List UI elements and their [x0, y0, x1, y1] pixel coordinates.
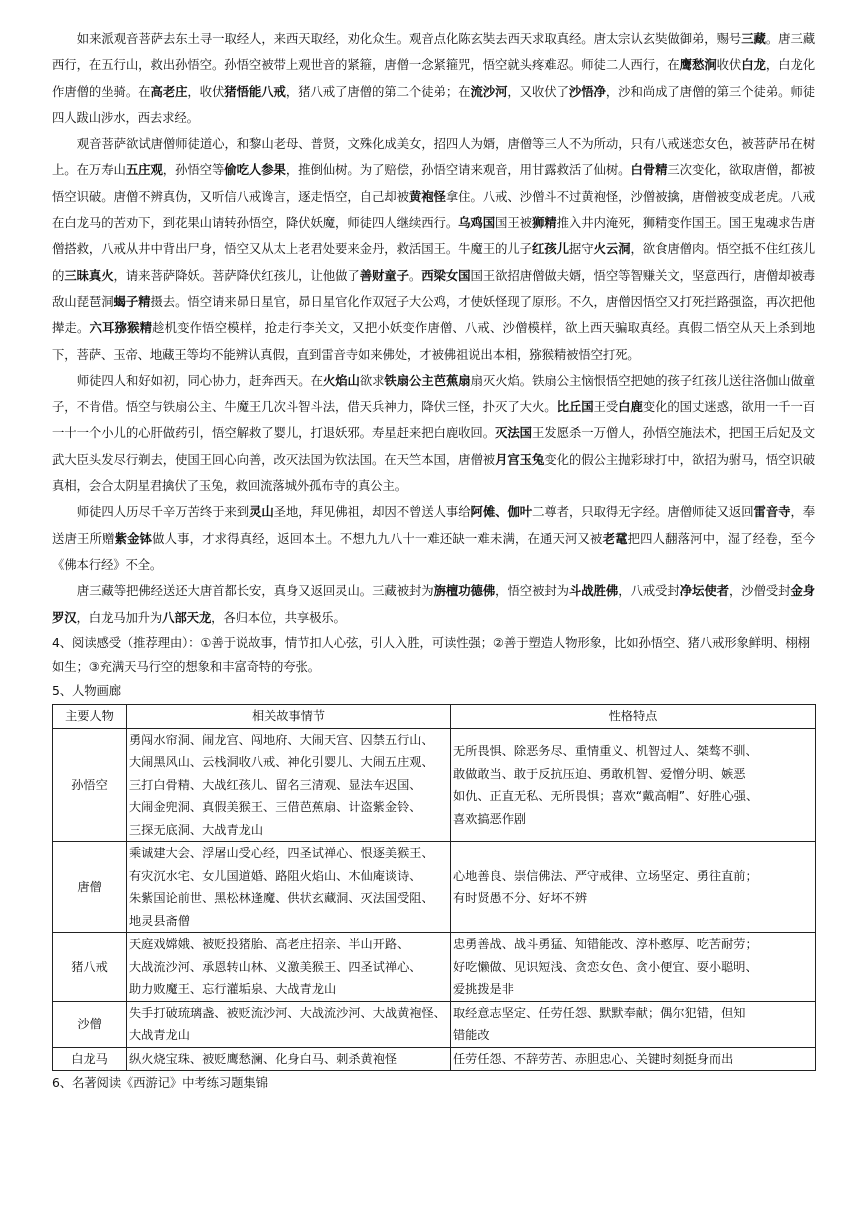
traits-line: 如仇、正直无私、无所畏惧；喜欢“戴高帽”、好胜心强、 — [453, 789, 759, 804]
paragraph-text: ，各归本位，共享极乐。 — [211, 609, 346, 625]
story-summary — [52, 26, 815, 631]
paragraph-text: 如来派观音菩萨去东土寻一取经人，来西天取经，劝化众生。观音点化陈玄奘去西天求取真经。唐太宗认玄奘做御弟，赐号 — [76, 31, 742, 46]
paragraph-text: 唐三藏等把佛经送还大唐首都长安，真身又返回灵山。三藏被封为 — [76, 583, 434, 599]
paragraph-text: 圣地，拜见佛祖，却因不曾送人事给 — [273, 504, 471, 520]
traits-line: 无所畏惧、除恶务尽、重情重义、机智过人、桀骜不驯、 — [453, 744, 758, 759]
plot-cell — [127, 728, 451, 842]
paragraph-text: ，白龙马加升为 — [76, 609, 163, 625]
traits-line: 喜欢搞恶作剧 — [453, 811, 527, 826]
plot-line: 地灵县斋僧 — [129, 913, 190, 928]
traits-line: 忠勇善战、战斗勇猛、知错能改、淳朴憨厚、吃苦耐劳； — [453, 937, 758, 952]
paragraph-text: ，猪八戒了唐僧的第二个徒弟；在 — [285, 83, 471, 99]
story-paragraph — [52, 368, 815, 499]
key-term: 乌鸡国 — [458, 215, 496, 231]
header-cell-traits: 性格特点 — [451, 704, 816, 728]
key-term: 旃檀功德佛 — [433, 583, 496, 599]
key-term: 高老庄 — [150, 83, 188, 99]
paragraph-text: 趁机变作悟空模样，抢走行李关文，又把小妖变作唐僧、八戒、沙僧模样，欲上西天骗取真经。真假二悟空从天上杀到地下，菩萨、玉帝、地藏王等均不能辨认真假，直到雷音寺如来佛处，才被佛祖说出本相，猕猴精被悟空打死。 — [52, 320, 815, 362]
traits-cell — [451, 933, 816, 1002]
paragraph-text: 二尊者，只取得无字经。唐僧师徒又返回 — [532, 504, 754, 520]
traits-line: 取经意志坚定、任劳任怨、默默奉献；偶尔犯错，但知 — [453, 1005, 746, 1020]
key-term: 三藏 — [741, 31, 766, 46]
character-name-cell: 唐僧 — [53, 842, 127, 933]
key-term: 偷吃人参果 — [224, 162, 286, 178]
paragraph-text: 变化的假公主抛彩球打中，欲招为驸马，悟空识破真相，会合太阴星君擒伏了玉兔，救回流落城外孤布寺的真公主。 — [52, 451, 815, 494]
section-heading-exercises: 6、名著阅读《西游记》中考练习题集锦 — [52, 1075, 268, 1091]
table-row — [53, 1001, 816, 1047]
plot-line: 天庭戏嫦娥、被贬投猪胎、高老庄招亲、半山开路、 — [129, 937, 410, 952]
key-term: 白龙 — [741, 57, 766, 73]
plot-line: 大闹金兜洞、真假美猴王、三借芭蕉扇、计盗紫金铃、 — [129, 800, 422, 815]
key-term: 紫金钵 — [114, 530, 153, 546]
key-term: 蝎子精 — [113, 293, 151, 309]
paragraph-text: 做人事，才求得真经，返回本土。不想九九八十一难还缺一难未满，在通天河又被 — [152, 530, 603, 546]
header-cell-character: 主要人物 — [53, 704, 127, 728]
paragraph-text: ，推倒仙树。为了赔偿，孙悟空请来观音，用甘露救活了仙树。 — [285, 162, 631, 178]
section-heading-character-gallery: 5、人物画廊 — [52, 682, 121, 698]
paragraph-text: 王发愿杀一万僧人，孙悟空施法术，把国王后妃及文武大臣头发尽行剃去，使国王回心向善，改灭法国为钦法国。在天竺本国，唐僧被 — [52, 425, 815, 467]
traits-line: 错能改 — [453, 1028, 490, 1043]
key-term: 阿傩、伽叶 — [470, 504, 533, 520]
traits-cell — [451, 1001, 816, 1047]
traits-line: 心地善良、崇信佛法、严守戒律、立场坚定、勇往直前； — [453, 868, 758, 883]
key-term: 流沙河 — [470, 83, 508, 99]
key-term: 狮精 — [531, 215, 557, 231]
character-name-cell: 孙悟空 — [53, 728, 127, 842]
paragraph-text: ，又收伏了 — [507, 83, 569, 99]
key-term: 善财童子 — [359, 267, 409, 283]
key-term: 西梁女国 — [421, 267, 471, 283]
paragraph-text: ，奉送唐王所赠 — [52, 504, 815, 546]
paragraph-text: 观音菩萨欲试唐僧师徒道心，和黎山老母、普贤，文殊化成美女，招四人为婿，唐僧等三人不为所动，只有八戒迷恋女色，被菩萨吊在树上。在万寿山 — [52, 136, 815, 178]
traits-line: 有时贤愚不分、好坏不辨 — [453, 891, 588, 906]
paragraph-text: ，白龙化作唐僧的坐骑。在 — [52, 57, 815, 99]
paragraph-text: 王受 — [593, 399, 619, 415]
document-page — [52, 26, 815, 1095]
key-term: 月宫玉兔 — [495, 451, 545, 467]
table-row — [53, 1047, 816, 1071]
key-term: 五庄观 — [125, 162, 163, 178]
plot-line: 勇闯水帘洞、闹龙宫、闯地府、大闹天宫、囚禁五行山、 — [129, 732, 434, 747]
key-term: 比丘国 — [556, 399, 594, 415]
paragraph-text: ，收伏 — [187, 83, 225, 99]
paragraph-text: ，孙悟空等 — [162, 162, 225, 178]
plot-line: 失手打破琉璃盏、被贬流沙河、大战流沙河、大战黄袍怪、 — [129, 1005, 446, 1020]
table-header-row — [53, 704, 816, 728]
key-term: 八部天龙 — [162, 609, 212, 625]
key-term: 灵山 — [249, 504, 274, 520]
paragraph-text: ，沙和尚成了唐僧的第三个徒弟。师徒四人跋山涉水，西去求经。 — [52, 83, 815, 125]
key-term: 净坛使者 — [679, 583, 729, 599]
key-term: 铁扇公主芭蕉扇 — [384, 372, 471, 388]
paragraph-text: ，请来菩萨降妖。菩萨降伏红孩儿，让他做了 — [113, 267, 360, 283]
key-term: 黄袍怪 — [408, 188, 446, 204]
paragraph-text: ，悟空被封为 — [495, 583, 569, 599]
key-term: 沙悟净 — [568, 83, 606, 99]
story-paragraph — [52, 131, 815, 368]
key-term: 三昧真火 — [64, 267, 114, 283]
key-term: 鹰愁涧 — [679, 57, 717, 73]
character-name-cell: 白龙马 — [53, 1047, 127, 1071]
reading-feeling: 4、阅读感受（推荐理由）：①善于说故事，情节扣人心弦，引人入胜，可读性强；②善于塑造人物形象，比如孙悟空、猪八戒形象鲜明、栩栩如生；③充满天马行空的想象和丰富奇特的夸张。 — [52, 634, 810, 674]
paragraph-text: 国王被 — [495, 215, 532, 231]
story-paragraph — [52, 578, 815, 631]
table-row — [53, 933, 816, 1002]
key-term: 六耳猕猴精 — [89, 320, 153, 336]
traits-line: 任劳任怨、不辞劳苦、赤胆忠心、关键时刻挺身而出 — [453, 1051, 734, 1066]
key-term: 猪悟能八戒 — [224, 83, 286, 99]
paragraph-text: 师徒四人和好如初，同心协力，赶奔西天。在 — [76, 372, 323, 388]
paragraph-text: 变化的国丈迷惑，欲用一千一百一十一个小儿的心肝做药引，悟空解救了婴儿，打退妖邪。寿星赶来把白鹿收回。 — [52, 399, 815, 441]
key-term: 火云洞 — [593, 241, 631, 257]
key-term: 金身罗汉 — [52, 583, 816, 625]
paragraph-text: 。 — [408, 267, 422, 283]
paragraph-text: 三次变化，欲取唐僧，都被悟空识破。唐僧不辨真伪，又听信八戒谗言，逐走悟空，自己却被 — [52, 162, 815, 204]
plot-line: 三打白骨精、大战红孩儿、留名三清观、显法车迟国、 — [129, 777, 422, 792]
plot-line: 大闹黑风山、云栈洞收八戒、神化引婴儿、大闹五庄观、 — [129, 755, 434, 770]
story-paragraph — [52, 26, 815, 131]
paragraph-text: 国王欲招唐僧做夫婿，悟空等智赚关文，坚意西行，唐僧却被毒敌山琵琶洞 — [52, 267, 815, 309]
plot-line: 助力败魔王、忘行灌垢泉、大战青龙山 — [129, 982, 337, 997]
paragraph-text: 拿住。八戒、沙僧斗不过黄袍怪，沙僧被擒，唐僧被变成老虎。八戒在白龙马的苦劝下，到花果山请转孙悟空，降伏妖魔，师徒四人继续西行。 — [52, 188, 815, 231]
traits-line: 爱挑拨是非 — [453, 982, 514, 997]
paragraph-text: 扇灭火焰。铁扇公主恼恨悟空把她的孩子红孩儿送往洛伽山做童子，不肯借。悟空与铁扇公主、牛魔王几次斗智斗法，借天兵神力，降伏三怪，扑灭了大火。 — [52, 372, 816, 415]
table-row — [53, 842, 816, 933]
traits-cell — [451, 728, 816, 842]
paragraph-text: 收伏 — [716, 57, 742, 73]
traits-line: 好吃懒做、见识短浅、贪恋女色、贪小便宜、耍小聪明、 — [453, 959, 758, 974]
key-term: 红孩儿 — [531, 241, 569, 257]
key-term: 白骨精 — [630, 162, 668, 178]
traits-cell — [451, 842, 816, 933]
paragraph-text: ，欲食唐僧肉。悟空抵不住红孩儿的 — [52, 241, 815, 283]
paragraph-text: 摄去。悟空请来昴日星官，昴日星官化作双冠子大公鸡，才使妖怪现了原形。不久，唐僧因悟空又打死拦路强盗，再次把他撵走。 — [52, 293, 815, 336]
plot-line: 大战流沙河、承恩转山林、义激美猴王、四圣试禅心、 — [129, 959, 422, 974]
paragraph-text: 把四人翻落河中，湿了经卷，至今《佛本行经》不全。 — [52, 530, 816, 572]
story-paragraph — [52, 499, 815, 578]
key-term: 雷音寺 — [753, 504, 791, 520]
traits-line: 敢做敢当、敢于反抗压迫、勇敢机智、爱憎分明、嫉恶 — [453, 766, 746, 781]
plot-line: 有灾沉水宅、女儿国道婚、路阻火焰山、木仙庵谈诗、 — [129, 868, 422, 883]
paragraph-text: ，八戒受封 — [618, 583, 680, 599]
plot-line: 大战青龙山 — [129, 1028, 190, 1043]
table-row — [53, 728, 816, 842]
plot-cell — [127, 933, 451, 1002]
paragraph-text: 推入井内淹死，狮精变作国王。国王鬼魂求告唐僧搭救，八戒从井中背出尸身，悟空又从太上老君处要来金丹，救活国王。牛魔王的儿子 — [52, 215, 815, 257]
paragraph-text: 欲求 — [359, 372, 385, 388]
character-name-cell: 沙僧 — [53, 1001, 127, 1047]
plot-cell — [127, 1001, 451, 1047]
key-term: 斗战胜佛 — [568, 583, 619, 599]
paragraph-text: 师徒四人历尽千辛万苦终于来到 — [76, 504, 250, 520]
plot-line: 朱紫国论前世、黑松林逢魔、供状玄藏洞、灭法国受阻、 — [129, 891, 434, 906]
paragraph-text: 据守 — [568, 241, 594, 257]
key-term: 灭法国 — [495, 425, 532, 441]
plot-cell — [127, 842, 451, 933]
traits-cell — [451, 1047, 816, 1071]
plot-line: 三探无底洞、大战青龙山 — [129, 822, 264, 837]
plot-cell — [127, 1047, 451, 1071]
header-cell-plot: 相关故事情节 — [127, 704, 451, 728]
plot-line: 纵火烧宝珠、被贬鹰愁澜、化身白马、刺杀黄袍怪 — [129, 1051, 398, 1066]
plot-line: 乘诚建大会、浮屠山受心经，四圣试禅心、恨逐美猴王、 — [129, 846, 434, 861]
key-term: 火焰山 — [322, 372, 360, 388]
key-term: 白鹿 — [618, 399, 643, 415]
paragraph-text: 。唐三藏西行，在五行山，救出孙悟空。孙悟空被带上观世音的紧箍，唐僧一念紧箍咒，悟空就头疼难忍。师徒二人西行，在 — [52, 31, 815, 73]
character-name-cell: 猪八戒 — [53, 933, 127, 1002]
character-table — [52, 704, 816, 1072]
key-term: 老鼋 — [602, 530, 628, 546]
paragraph-text: ，沙僧受封 — [728, 583, 791, 599]
